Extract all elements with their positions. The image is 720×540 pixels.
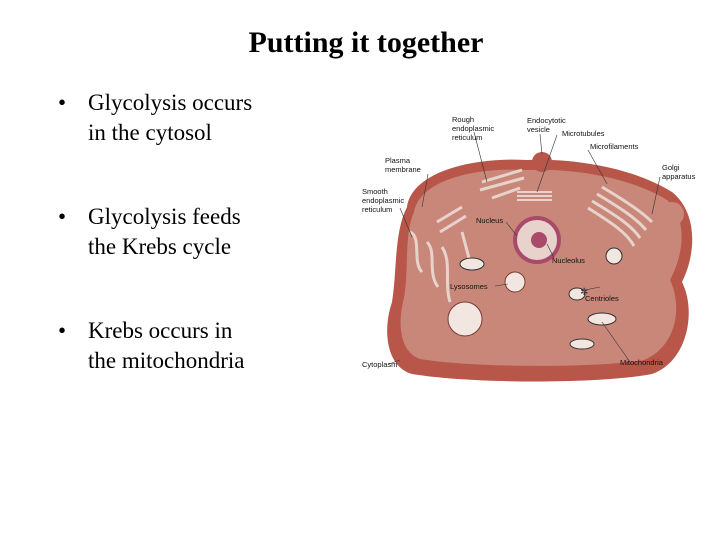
label-smooth-er-1: Smooth	[362, 187, 388, 196]
label-rough-er-1: Rough	[452, 115, 475, 124]
endocytotic-vesicle	[532, 152, 552, 172]
label-microfilaments: Microfilaments	[590, 142, 639, 151]
bullet-line: in the cytosol	[88, 120, 212, 145]
cytoplasm-region	[401, 170, 682, 366]
label-smooth-er-3: reticulum	[362, 205, 393, 214]
bullet-item	[58, 316, 358, 376]
bullet-dot-icon: •	[58, 204, 67, 229]
label-endocytotic-1: Endocytotic	[527, 116, 566, 125]
label-nucleolus: Nucleolus	[552, 256, 585, 265]
bullet-line: Glycolysis occurs	[88, 90, 253, 115]
bullet-item	[58, 88, 358, 148]
golgi-bulge	[660, 202, 684, 226]
label-golgi-2: apparatus	[662, 172, 696, 181]
label-plasma-1: Plasma	[385, 156, 411, 165]
label-plasma-2: membrane	[385, 165, 421, 174]
bullet-line: Glycolysis feeds	[88, 204, 241, 229]
bullet-line: the Krebs cycle	[88, 234, 232, 259]
label-golgi-1: Golgi	[662, 163, 680, 172]
bullet-dot-icon: •	[58, 90, 67, 115]
label-smooth-er-2: endoplasmic	[362, 196, 405, 205]
label-cytoplasm: Cytoplasm	[362, 360, 398, 369]
label-centrioles: Centrioles	[585, 294, 619, 303]
label-microtubules: Microtubules	[562, 129, 605, 138]
cell-diagram	[352, 112, 714, 412]
cell-diagram-svg	[352, 112, 714, 412]
label-endocytotic-2: vesicle	[527, 125, 550, 134]
label-rough-er-3: reticulum	[452, 133, 483, 142]
bullet-line: the mitochondria	[88, 348, 245, 373]
bullet-dot-icon: •	[58, 318, 67, 343]
label-nucleus: Nucleus	[476, 216, 504, 225]
slide-title: Putting it together	[248, 26, 484, 59]
bullet-list	[58, 88, 358, 376]
centriole-icon: ✲	[580, 287, 589, 298]
label-mitochondria: Mitochondria	[620, 358, 663, 367]
label-rough-er-2: endoplasmic	[452, 124, 495, 133]
secretory-vesicle	[448, 302, 482, 336]
bullet-line: Krebs occurs in	[88, 318, 233, 343]
label-lysosomes: Lysosomes	[450, 282, 488, 291]
bullet-item	[58, 202, 358, 262]
lysosome	[505, 272, 525, 292]
